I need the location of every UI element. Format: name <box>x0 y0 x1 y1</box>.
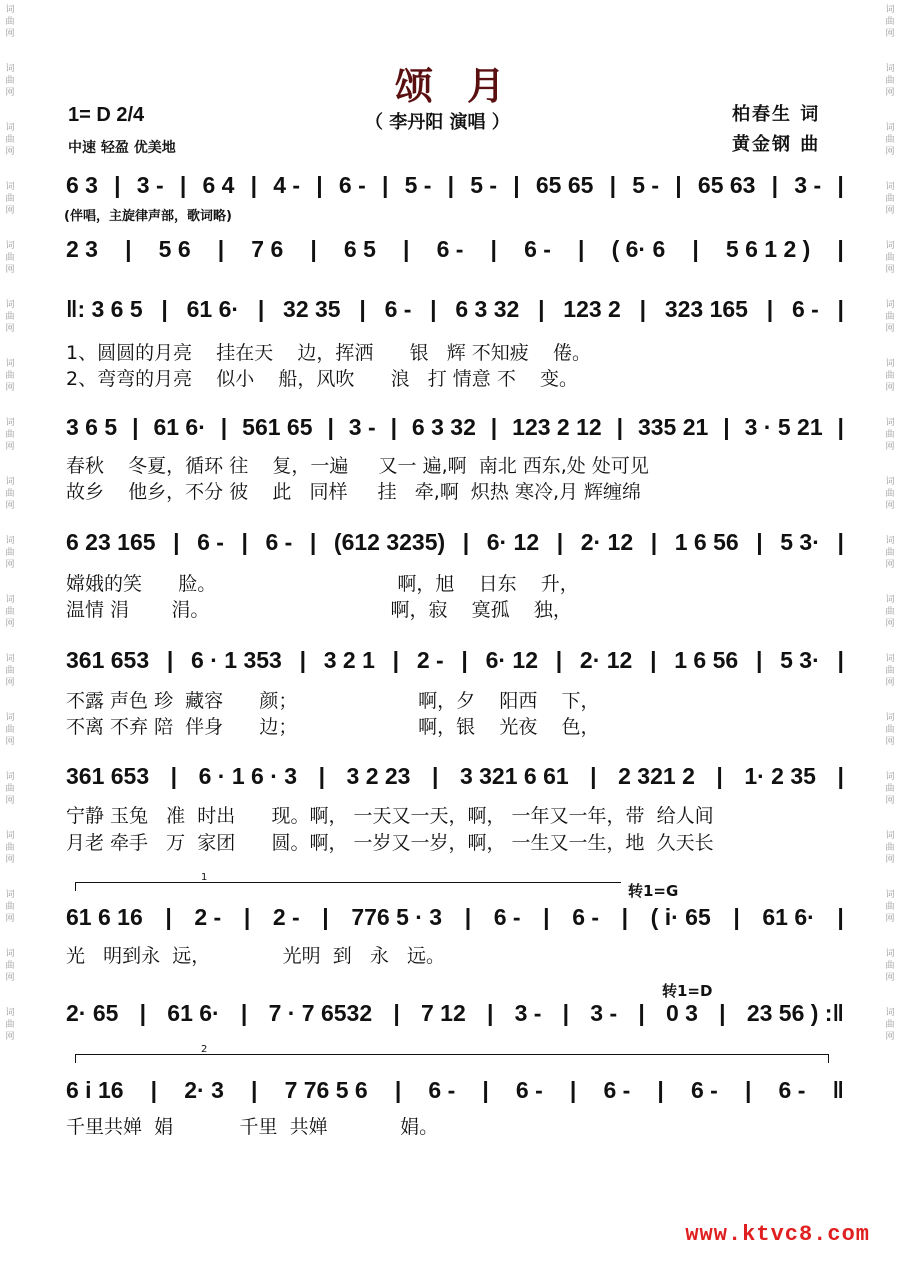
measure: 7 76 5 6 <box>284 1077 368 1103</box>
staff-line <box>66 414 844 441</box>
barline: | <box>639 296 647 322</box>
lyric-line: 春秋 冬夏，循环 往 复，一遍 又一 遍,啊 南北 西东,处 处可见 <box>66 455 649 477</box>
barline: | <box>132 414 139 440</box>
staff-line <box>66 529 844 556</box>
barline: | <box>327 414 334 440</box>
measure: 6 · 1 6 · 3 <box>198 763 298 789</box>
measure: 23 56 ) :‖ <box>746 1000 844 1026</box>
measure: 776 5 · 3 <box>351 904 443 930</box>
barline: | <box>299 647 307 673</box>
barline: | <box>650 529 658 555</box>
lyric-line: 1、圆圆的月亮 挂在天 边，挥洒 银 辉 不知疲 倦。 <box>66 342 591 364</box>
barline: ‖ <box>832 1077 844 1103</box>
site-url: www.ktvc8.com <box>685 1222 870 1247</box>
barline: | <box>837 236 844 262</box>
measure: 6 - <box>515 1077 543 1103</box>
measure: 6 - <box>428 1077 456 1103</box>
watermark-text: 词曲网 <box>5 1008 15 1042</box>
barline: | <box>578 236 585 262</box>
watermark-text: 词曲网 <box>885 359 895 393</box>
measure: 61 6· <box>153 414 206 440</box>
watermark-text: 词曲网 <box>5 595 15 629</box>
measure: 6· 12 <box>486 529 540 555</box>
barline: | <box>482 1077 489 1103</box>
barline: | <box>464 904 472 930</box>
lyric-line: 温情 涓 涓。 啊，寂 寞孤 独， <box>66 599 572 621</box>
watermark-text: 词曲网 <box>5 654 15 688</box>
barline: | <box>447 172 455 198</box>
measure: 5 6 1 2 ) <box>725 236 811 262</box>
watermark-text: 词曲网 <box>5 890 15 924</box>
barline: | <box>490 414 498 440</box>
watermark-text: 词曲网 <box>5 713 15 747</box>
measure: 1 6 56 <box>674 529 739 555</box>
measure: 6· 12 <box>485 647 538 673</box>
watermark-text: 词曲网 <box>5 772 15 806</box>
barline: | <box>161 296 168 322</box>
staff-line <box>66 236 844 263</box>
barline: | <box>431 763 439 789</box>
watermark-text: 词曲网 <box>885 241 895 275</box>
barline: | <box>430 296 437 322</box>
barline: | <box>837 763 844 789</box>
barline: | <box>766 296 774 322</box>
barline: | <box>165 904 172 930</box>
song-title: 颂月 <box>394 64 539 108</box>
measure: 7 6 <box>251 236 284 262</box>
lyric-line: 不离 不弃 陪 伴身 边； 啊，银 光夜 色， <box>66 716 600 738</box>
watermark-text: 词曲网 <box>885 595 895 629</box>
measure: 361 653 <box>66 763 150 789</box>
staff-line <box>66 172 844 199</box>
barline: | <box>837 904 844 930</box>
measure: 6 - <box>572 904 600 930</box>
barline: | <box>166 647 174 673</box>
measure: 6 23 165 <box>66 529 156 555</box>
measure: 61 6· <box>186 296 240 322</box>
barline: | <box>556 529 564 555</box>
measure: 6 5 <box>343 236 376 262</box>
watermark-text: 词曲网 <box>5 5 15 39</box>
measure: 5 3· <box>780 647 820 673</box>
watermark-text: 词曲网 <box>885 1008 895 1042</box>
measure: 335 21 <box>637 414 709 440</box>
key-signature: 1= D 2/4 <box>68 104 145 126</box>
barline: | <box>316 172 323 198</box>
measure: 2· 12 <box>580 529 634 555</box>
barline: | <box>756 529 763 555</box>
barline: | <box>250 172 258 198</box>
volta-bracket-1: 1 <box>75 882 621 891</box>
staff-line <box>66 296 844 323</box>
lyric-line: 宁静 玉兔 准 时出 现。啊， 一天又一天，啊， 一年又一年，带 给人间 <box>66 805 714 827</box>
barline: | <box>538 296 545 322</box>
barline: | <box>837 296 844 322</box>
measure: 6 - <box>791 296 819 322</box>
barline: | <box>403 236 410 262</box>
watermark-text: 词曲网 <box>885 949 895 983</box>
watermark-text: 词曲网 <box>885 418 895 452</box>
watermark-text: 词曲网 <box>885 654 895 688</box>
measure: 6 3 32 <box>455 296 520 322</box>
measure: 361 653 <box>66 647 150 673</box>
barline: | <box>359 296 366 322</box>
barline: | <box>241 529 248 555</box>
barline: | <box>837 529 844 555</box>
barline: | <box>217 236 225 262</box>
barline: | <box>555 647 563 673</box>
measure: 6 i 16 <box>66 1077 124 1103</box>
measure: 2· 3 <box>184 1077 224 1103</box>
barline: | <box>543 904 550 930</box>
measure: ‖: 3 6 5 <box>66 296 143 322</box>
measure: 6 - <box>265 529 293 555</box>
watermark-text: 词曲网 <box>5 300 15 334</box>
watermark-text: 词曲网 <box>885 182 895 216</box>
watermark-text: 词曲网 <box>5 359 15 393</box>
measure: 3 - <box>794 172 822 198</box>
barline: | <box>723 414 730 440</box>
measure: 3 - <box>348 414 376 440</box>
watermark-text: 词曲网 <box>885 123 895 157</box>
watermark-text: 词曲网 <box>885 477 895 511</box>
watermark-text: 词曲网 <box>5 418 15 452</box>
barline: | <box>755 647 763 673</box>
barline: | <box>318 763 325 789</box>
measure: ( i· 65 <box>650 904 711 930</box>
measure: 1· 2 35 <box>744 763 816 789</box>
barline: | <box>173 529 180 555</box>
measure: 7 12 <box>421 1000 466 1026</box>
measure: 5 - <box>470 172 498 198</box>
lyric-line: 故乡 他乡，不分 彼 此 同样 挂 牵,啊 炽热 寒冷,月 辉缠绵 <box>66 481 642 503</box>
barline: | <box>125 236 132 262</box>
staff-line <box>66 1077 844 1104</box>
measure: 3 6 5 <box>66 414 118 440</box>
measure: 3 - <box>514 1000 542 1026</box>
measure: 61 6· <box>762 904 815 930</box>
barline: | <box>381 172 389 198</box>
lyric-line: 不露 声色 珍 藏容 颜； 啊，夕 阳西 下， <box>66 690 600 712</box>
measure: 5 - <box>632 172 660 198</box>
measure: 6 - <box>384 296 412 322</box>
measure: 65 63 <box>697 172 756 198</box>
barline: | <box>393 1000 400 1026</box>
barline: | <box>486 1000 494 1026</box>
watermark-text: 词曲网 <box>885 890 895 924</box>
barline: | <box>251 1077 258 1103</box>
performer: （ 李丹阳 演唱 ） <box>365 112 510 133</box>
barline: | <box>837 647 844 673</box>
watermark-text: 词曲网 <box>885 536 895 570</box>
watermark-text: 词曲网 <box>885 713 895 747</box>
barline: | <box>569 1077 577 1103</box>
watermark-text: 词曲网 <box>885 64 895 98</box>
barline: | <box>150 1077 158 1103</box>
barline: | <box>322 904 329 930</box>
measure: 6 4 <box>202 172 235 198</box>
measure: 2 321 2 <box>618 763 695 789</box>
lyricist: 柏春生 词 <box>732 104 821 125</box>
lyric-line: 千里共婵 娟 千里 共婵 娟。 <box>66 1116 439 1138</box>
measure: ( 6· 6 <box>611 236 666 262</box>
measure: 6 - <box>603 1077 631 1103</box>
measure: 2· 12 <box>579 647 633 673</box>
barline: | <box>692 236 699 262</box>
watermark-text: 词曲网 <box>5 477 15 511</box>
barline: | <box>257 296 265 322</box>
measure: 123 2 <box>563 296 621 322</box>
barline: | <box>513 172 520 198</box>
volta-bracket-2: 2 <box>75 1054 829 1063</box>
measure: 6 - <box>338 172 366 198</box>
measure: 6 - <box>493 904 521 930</box>
measure: 3 2 1 <box>323 647 375 673</box>
barline: | <box>139 1000 147 1026</box>
barline: | <box>638 1000 645 1026</box>
barline: | <box>394 1077 402 1103</box>
barline: | <box>240 1000 248 1026</box>
barline: | <box>243 904 251 930</box>
measure: 3 - <box>590 1000 618 1026</box>
watermark-text: 词曲网 <box>5 831 15 865</box>
barline: | <box>220 414 228 440</box>
barline: | <box>390 414 397 440</box>
measure: 3 2 23 <box>346 763 411 789</box>
measure: 6 - <box>436 236 464 262</box>
measure: 61 6 16 <box>66 904 143 930</box>
measure: 3 321 6 61 <box>459 763 569 789</box>
watermark-text: 词曲网 <box>5 949 15 983</box>
measure: 6 - <box>690 1077 718 1103</box>
measure: 2 - <box>194 904 222 930</box>
barline: | <box>310 236 317 262</box>
watermark-text: 词曲网 <box>5 536 15 570</box>
modulation-marker: 转1=D <box>662 982 713 1000</box>
barline: | <box>657 1077 664 1103</box>
watermark-text: 词曲网 <box>5 123 15 157</box>
staff-line <box>66 647 844 674</box>
barline: | <box>716 763 723 789</box>
lyric-line: 月老 牵手 万 家团 圆。啊， 一岁又一岁，啊， 一生又一生，地 久天长 <box>66 832 714 854</box>
watermark-text: 词曲网 <box>885 831 895 865</box>
barline: | <box>621 904 629 930</box>
measure: 5 - <box>404 172 432 198</box>
barline: | <box>733 904 740 930</box>
modulation-marker: 转1=G <box>628 882 679 900</box>
barline: | <box>461 647 468 673</box>
watermark-text: 词曲网 <box>885 5 895 39</box>
measure: 6 3 32 <box>411 414 476 440</box>
measure: 7 · 7 6532 <box>268 1000 373 1026</box>
barline: | <box>590 763 597 789</box>
measure: (612 3235) <box>333 529 446 555</box>
staff-line <box>66 904 844 931</box>
measure: 6 · 1 353 <box>191 647 282 673</box>
accompaniment-note: (伴唱，主旋律声部，歌词略) <box>64 209 232 224</box>
measure: 561 65 <box>242 414 313 440</box>
barline: | <box>170 763 178 789</box>
measure: 4 - <box>273 172 301 198</box>
barline: | <box>462 529 470 555</box>
measure: 6 - <box>197 529 224 555</box>
measure: 2· 65 <box>66 1000 119 1026</box>
barline: | <box>179 172 187 198</box>
watermark-text: 词曲网 <box>5 64 15 98</box>
barline: | <box>650 647 657 673</box>
measure: 6 - <box>524 236 551 262</box>
measure: 2 3 <box>66 236 98 262</box>
measure: 2 - <box>416 647 444 673</box>
measure: 323 165 <box>664 296 748 322</box>
watermark-text: 词曲网 <box>885 300 895 334</box>
watermark-text: 词曲网 <box>885 772 895 806</box>
staff-line <box>66 1000 844 1027</box>
measure: 32 35 <box>283 296 341 322</box>
barline: | <box>114 172 121 198</box>
lyric-line: 2、弯弯的月亮 似小 船，风吹 浪 打 情意 不 变。 <box>66 368 578 390</box>
barline: | <box>837 414 844 440</box>
barline: | <box>616 414 624 440</box>
staff-line <box>66 763 844 790</box>
lyric-line: 嫦娥的笑 脸。 啊，旭 日东 升， <box>66 573 579 595</box>
barline: | <box>837 172 844 198</box>
tempo-marking: 中速 轻盈 优美地 <box>68 140 176 156</box>
measure: 65 65 <box>535 172 594 198</box>
barline: | <box>562 1000 570 1026</box>
measure: 3 - <box>136 172 164 198</box>
barline: | <box>309 529 317 555</box>
barline: | <box>392 647 400 673</box>
watermark-right <box>883 0 897 1043</box>
measure: 2 - <box>272 904 300 930</box>
measure: 123 2 12 <box>512 414 602 440</box>
barline: | <box>609 172 617 198</box>
measure: 61 6· <box>167 1000 220 1026</box>
barline: | <box>719 1000 726 1026</box>
measure: 1 6 56 <box>674 647 739 673</box>
measure: 5 6 <box>158 236 191 262</box>
barline: | <box>675 172 682 198</box>
lyric-line: 光 明到永 远， 光明 到 永 远。 <box>66 945 445 967</box>
measure: 6 3 <box>66 172 98 198</box>
measure: 5 3· <box>780 529 820 555</box>
barline: | <box>771 172 779 198</box>
composer: 黄金钢 曲 <box>732 134 821 155</box>
watermark-left <box>3 0 17 1043</box>
watermark-text: 词曲网 <box>5 182 15 216</box>
watermark-text: 词曲网 <box>5 241 15 275</box>
barline: | <box>744 1077 752 1103</box>
measure: 0 3 <box>665 1000 698 1026</box>
measure: 3 · 5 21 <box>744 414 823 440</box>
measure: 6 - <box>778 1077 806 1103</box>
barline: | <box>490 236 497 262</box>
